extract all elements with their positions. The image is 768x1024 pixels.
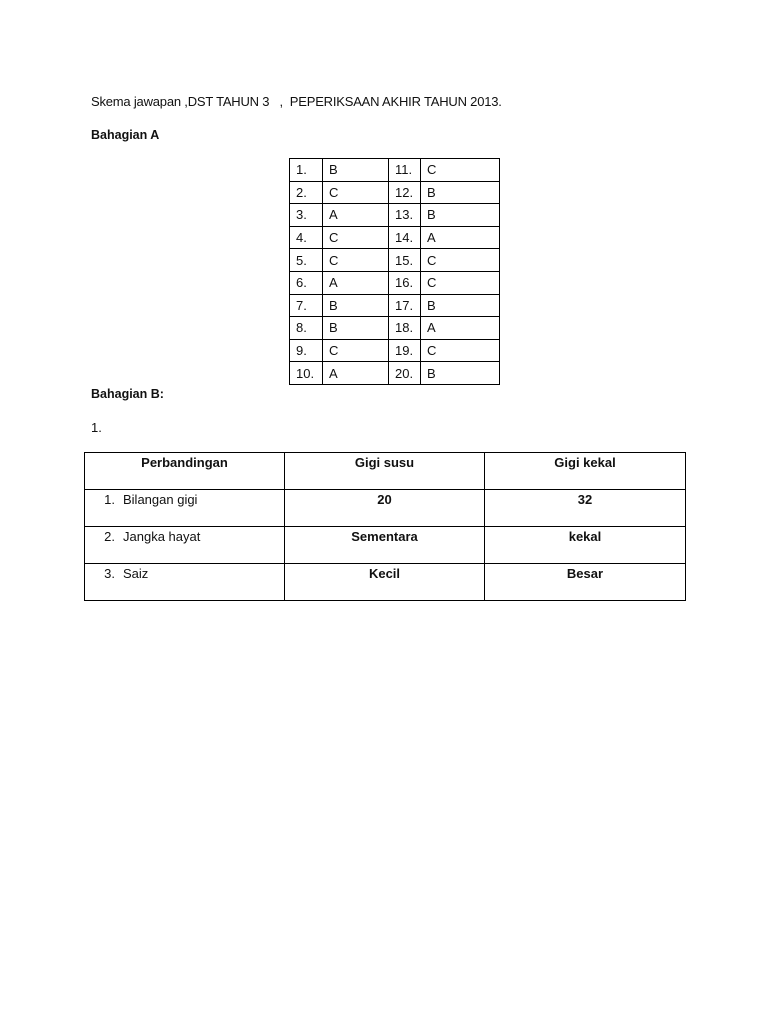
answer-cell: C — [323, 339, 389, 362]
answer-cell: A — [421, 317, 500, 340]
row-number: 3. — [104, 566, 115, 581]
question-number-cell: 2. — [290, 181, 323, 204]
page-heading: Skema jawapan ,DST TAHUN 3 , PEPERIKSAAN AKHIR TAHUN 2013. — [91, 94, 502, 109]
question-number-cell: 13. — [389, 204, 421, 227]
gigi-susu-value: Sementara — [285, 527, 485, 564]
section-b-title: Bahagian B: — [91, 387, 164, 401]
answer-cell: A — [323, 204, 389, 227]
answer-row — [290, 271, 500, 294]
row-label: Bilangan gigi — [123, 492, 198, 507]
answer-row — [290, 362, 500, 385]
answer-cell: B — [421, 204, 500, 227]
row-number: 2. — [104, 529, 115, 544]
answer-cell: A — [323, 271, 389, 294]
question-number-cell: 20. — [389, 362, 421, 385]
answer-row — [290, 317, 500, 340]
question-number-cell: 15. — [389, 249, 421, 272]
question-number-cell: 18. — [389, 317, 421, 340]
answer-cell: C — [323, 181, 389, 204]
answer-cell: C — [421, 159, 500, 182]
question-number-cell: 3. — [290, 204, 323, 227]
question-number-cell: 19. — [389, 339, 421, 362]
comparison-row — [85, 527, 686, 564]
question-number-cell: 8. — [290, 317, 323, 340]
answer-row — [290, 159, 500, 182]
question-number-cell: 9. — [290, 339, 323, 362]
answer-cell: B — [421, 362, 500, 385]
section-a-title: Bahagian A — [91, 128, 160, 142]
answer-row — [290, 204, 500, 227]
answer-cell: B — [323, 159, 389, 182]
question-number-cell: 10. — [290, 362, 323, 385]
answer-row — [290, 294, 500, 317]
comparison-label-cell — [85, 490, 285, 527]
header-gigi-kekal: Gigi kekal — [485, 453, 686, 490]
question-number-cell: 14. — [389, 226, 421, 249]
question-number-cell: 1. — [290, 159, 323, 182]
row-number: 1. — [104, 492, 115, 507]
question-number-cell: 6. — [290, 271, 323, 294]
gigi-susu-value: Kecil — [285, 564, 485, 601]
answer-row — [290, 181, 500, 204]
question-number-cell: 17. — [389, 294, 421, 317]
answer-cell: C — [323, 226, 389, 249]
answer-cell: A — [421, 226, 500, 249]
row-label: Jangka hayat — [123, 529, 201, 544]
header-gigi-susu: Gigi susu — [285, 453, 485, 490]
answer-cell: C — [323, 249, 389, 272]
gigi-susu-value: 20 — [285, 490, 485, 527]
question-number-cell: 5. — [290, 249, 323, 272]
question-number-cell: 4. — [290, 226, 323, 249]
answer-cell: B — [323, 317, 389, 340]
answer-key-table — [289, 158, 500, 385]
comparison-table — [84, 452, 686, 601]
answer-cell: B — [323, 294, 389, 317]
question-number: 1. — [91, 420, 102, 435]
gigi-kekal-value: 32 — [485, 490, 686, 527]
question-number-cell: 16. — [389, 271, 421, 294]
answer-row — [290, 249, 500, 272]
comparison-header-row — [85, 453, 686, 490]
question-number-cell: 12. — [389, 181, 421, 204]
answer-cell: C — [421, 271, 500, 294]
row-label: Saiz — [123, 566, 149, 581]
comparison-label-cell — [85, 527, 285, 564]
header-perbandingan: Perbandingan — [85, 453, 285, 490]
comparison-row — [85, 490, 686, 527]
gigi-kekal-value: kekal — [485, 527, 686, 564]
question-number-cell: 7. — [290, 294, 323, 317]
answer-cell: B — [421, 181, 500, 204]
gigi-kekal-value: Besar — [485, 564, 686, 601]
answer-row — [290, 339, 500, 362]
comparison-row — [85, 564, 686, 601]
comparison-label-cell — [85, 564, 285, 601]
answer-cell: B — [421, 294, 500, 317]
answer-row — [290, 226, 500, 249]
question-number-cell: 11. — [389, 159, 421, 182]
answer-cell: A — [323, 362, 389, 385]
answer-cell: C — [421, 249, 500, 272]
answer-cell: C — [421, 339, 500, 362]
